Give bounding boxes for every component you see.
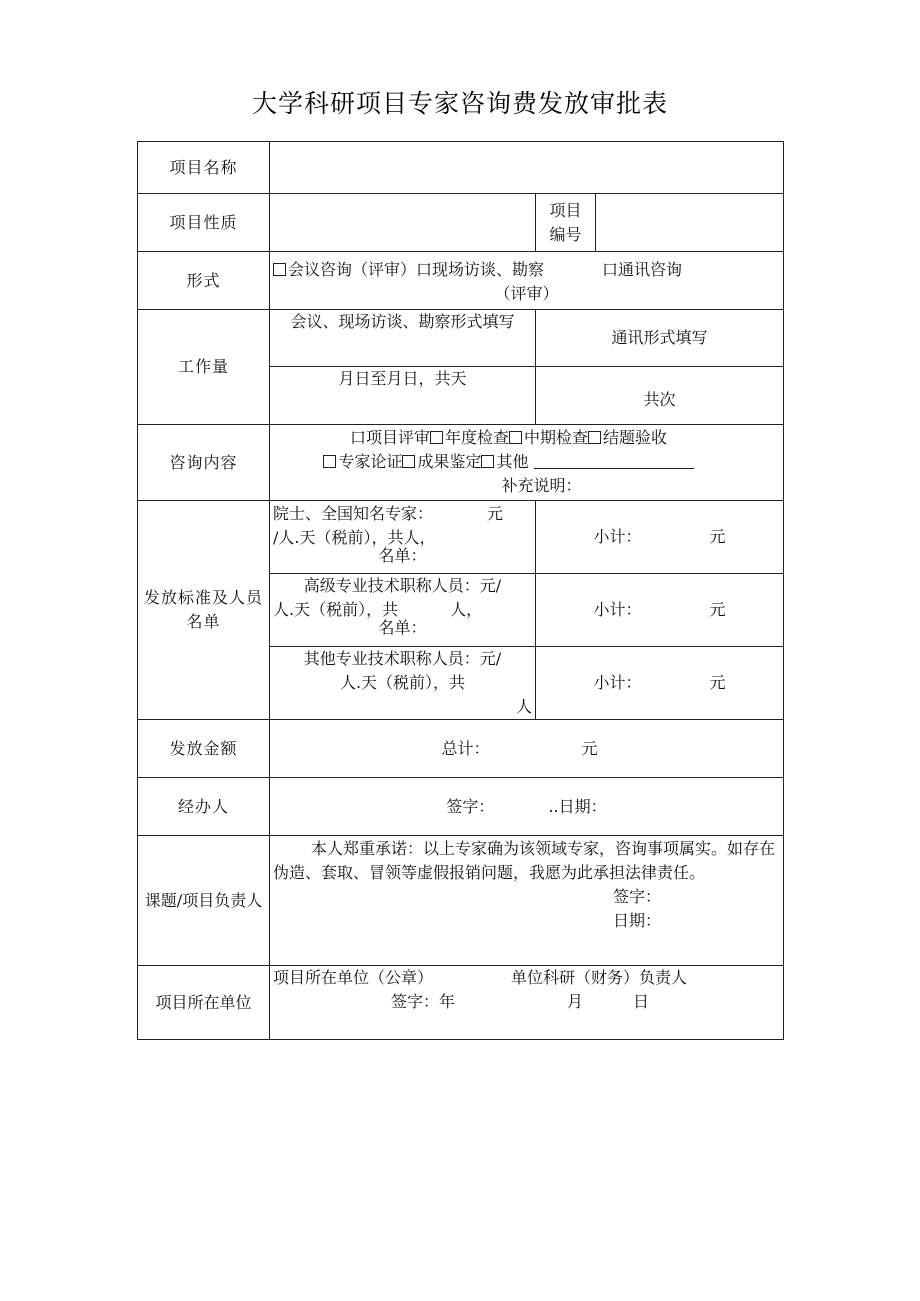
content-mid-option: 中期检查 <box>524 428 589 447</box>
content-label: 咨询内容 <box>138 425 270 501</box>
unit-sign-year[interactable]: 签字：年 <box>391 992 456 1011</box>
row-amount <box>138 720 784 778</box>
unit-label: 项目所在单位 <box>138 966 270 1040</box>
standard-other <box>270 647 536 720</box>
handler-sign[interactable]: 签字： <box>446 796 495 816</box>
academician-unit: 元 <box>487 504 504 523</box>
academician-subtotal-label: 小计： <box>593 527 642 546</box>
form-label: 形式 <box>138 252 270 310</box>
content-argue-checkbox[interactable] <box>323 455 336 468</box>
unit-finance: 单位科研（财务）负责人 <box>511 968 688 987</box>
senior-subtotal-label: 小计： <box>593 600 642 619</box>
handler-sign-area <box>270 778 784 836</box>
project-nature-label: 项目性质 <box>138 194 270 252</box>
leader-pledge: 本人郑重承诺：以上专家确为该领域专家，咨询事项属实。如存在伪造、套取、冒领等虚假报销问题，我愿为此承担法律责任。 <box>273 839 776 882</box>
academician-subtotal-unit: 元 <box>709 527 726 546</box>
content-final-checkbox[interactable] <box>588 431 601 444</box>
row-handler <box>138 778 784 836</box>
row-project-name <box>138 142 784 194</box>
senior-subtotal <box>536 574 784 647</box>
amount-total-label: 总计： <box>441 738 490 758</box>
project-code-label <box>536 194 596 252</box>
academician-line2: /人.天（税前），共人， <box>273 528 436 547</box>
content-argue-option: 专家论证 <box>338 452 403 471</box>
academician-list[interactable]: 名单： <box>378 546 427 565</box>
workload-left-head: 会议、现场访谈、勘察形式填写 <box>270 310 536 367</box>
leader-label: 课题/项目负责人 <box>138 836 270 966</box>
leader-sign[interactable]: 签字： <box>613 887 662 906</box>
content-other-blank[interactable] <box>534 452 694 469</box>
standard-label: 发放标准及人员名单 <box>138 501 270 720</box>
senior-line2a: 人.天（税前），共 <box>273 600 399 619</box>
row-unit <box>138 966 784 1040</box>
form-meeting-option: 会议咨询（评审） <box>288 260 417 279</box>
senior-subtotal-unit: 元 <box>709 600 726 619</box>
form-remote-option[interactable]: 口通讯咨询 <box>602 260 683 279</box>
standard-senior <box>270 574 536 647</box>
workload-right-value[interactable]: 共次 <box>536 367 784 425</box>
workload-label: 工作量 <box>138 310 270 425</box>
amount-total <box>270 720 784 778</box>
content-review-option[interactable]: 口项目评审 <box>349 428 430 447</box>
senior-line2b: 人， <box>450 600 483 619</box>
row-content <box>138 425 784 501</box>
unit-area <box>270 966 784 1040</box>
row-standard-academician <box>138 501 784 574</box>
academician-line1: 院士、全国知名专家： <box>273 504 434 523</box>
unit-stamp: 项目所在单位（公章） <box>273 968 434 987</box>
content-annual-checkbox[interactable] <box>430 431 443 444</box>
senior-line1: 高级专业技术职称人员：元/ <box>303 576 502 595</box>
project-code-label-line2: 编号 <box>549 224 582 244</box>
content-result-option: 成果鉴定 <box>417 452 482 471</box>
handler-label: 经办人 <box>138 778 270 836</box>
other-line2: 人.天（税前），共 <box>339 673 466 692</box>
content-options <box>270 425 784 501</box>
row-project-nature <box>138 194 784 252</box>
form-options <box>270 252 784 310</box>
row-form <box>138 252 784 310</box>
other-subtotal-unit: 元 <box>709 673 726 692</box>
content-other-option: 其他 <box>496 452 529 471</box>
content-note: 补充说明： <box>501 476 582 495</box>
row-leader <box>138 836 784 966</box>
content-annual-option: 年度检查 <box>444 428 509 447</box>
project-nature-field[interactable] <box>270 194 536 252</box>
row-workload-head <box>138 310 784 367</box>
workload-left-value[interactable]: 月日至月日，共天 <box>270 367 536 425</box>
amount-label: 发放金额 <box>138 720 270 778</box>
other-line1: 其他专业技术职称人员：元/ <box>303 649 502 668</box>
project-code-label-line1: 项目 <box>549 200 582 220</box>
page-title: 大学科研项目专家咨询费发放审批表 <box>251 89 668 118</box>
content-result-checkbox[interactable] <box>402 455 415 468</box>
senior-list[interactable]: 名单： <box>378 618 427 637</box>
unit-month[interactable]: 月 <box>567 992 584 1011</box>
other-line3: 人 <box>515 697 532 716</box>
project-name-field[interactable] <box>270 142 784 194</box>
form-onsite-option[interactable]: 口现场访谈、勘察 <box>416 260 545 279</box>
leader-date[interactable]: 日期： <box>613 911 662 930</box>
academician-subtotal <box>536 501 784 574</box>
project-name-label: 项目名称 <box>138 142 270 194</box>
approval-form <box>137 141 784 1040</box>
other-subtotal <box>536 647 784 720</box>
unit-day[interactable]: 日 <box>633 992 650 1011</box>
content-other-checkbox[interactable] <box>481 455 494 468</box>
handler-date[interactable]: ..日期： <box>548 796 607 816</box>
amount-total-unit: 元 <box>581 738 598 758</box>
content-final-option: 结题验收 <box>603 428 668 447</box>
project-code-field[interactable] <box>596 194 784 252</box>
leader-area <box>270 836 784 966</box>
content-mid-checkbox[interactable] <box>509 431 522 444</box>
form-remote-option-cont: （评审） <box>494 284 559 303</box>
standard-academician <box>270 501 536 574</box>
form-meeting-checkbox[interactable] <box>273 263 286 276</box>
other-subtotal-label: 小计： <box>593 673 642 692</box>
workload-right-head: 通讯形式填写 <box>536 310 784 367</box>
